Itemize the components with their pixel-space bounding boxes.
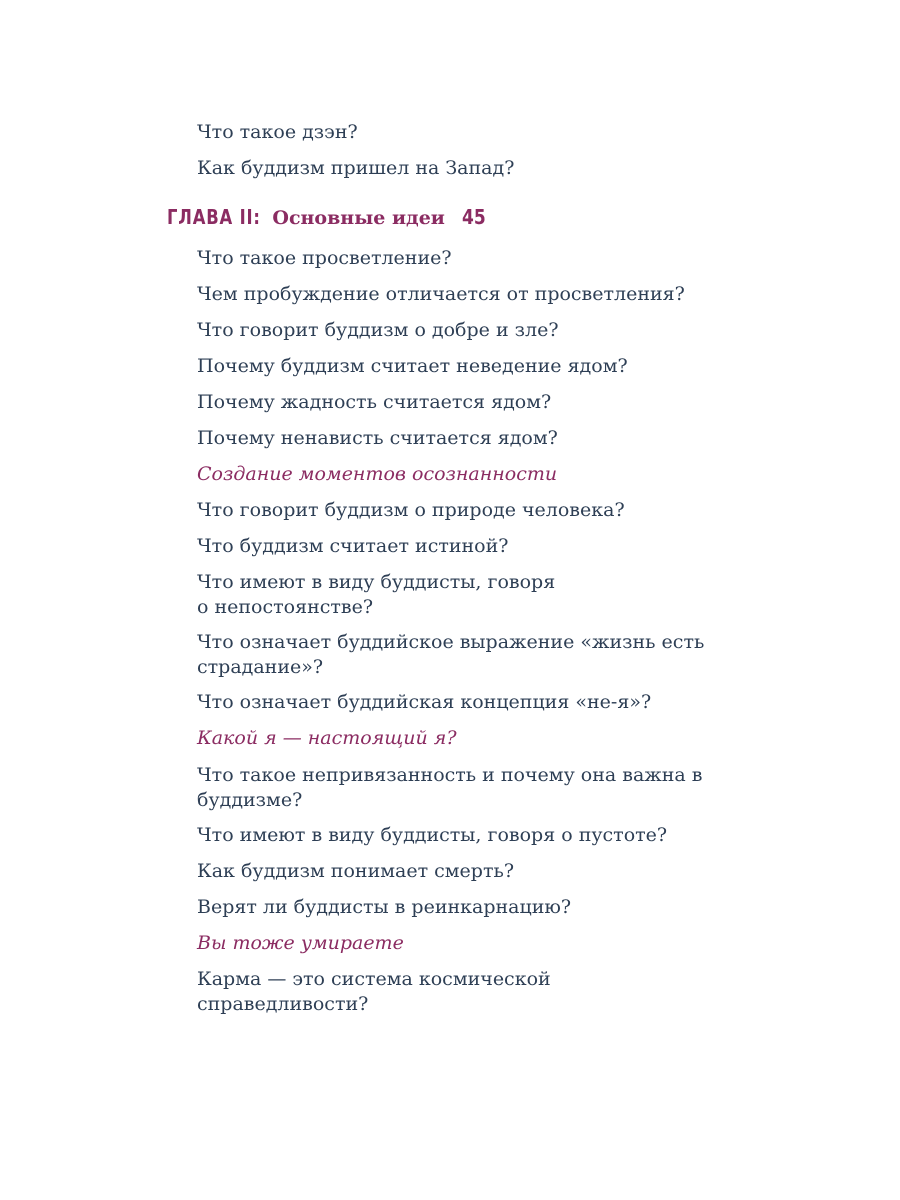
toc-entry: Что имеют в виду буддисты, говоря о пустоте? [197, 824, 668, 846]
toc-subsection: Создание моментов осознанности [197, 463, 558, 485]
toc-entry: Что говорит буддизм о природе человека? [197, 499, 625, 521]
toc-entry: Что такое просветление? [197, 247, 452, 269]
toc-entry: Что означает буддийская концепция «не-я»? [197, 691, 652, 713]
chapter-label: ГЛАВА II: [167, 205, 261, 229]
toc-entry: Что говорит буддизм о добре и зле? [197, 319, 559, 341]
toc-subsection: Вы тоже умираете [197, 932, 404, 954]
toc-entry: Карма — это система космической справедливости? [197, 968, 551, 1015]
toc-entry: Верят ли буддисты в реинкарнацию? [197, 896, 572, 918]
toc-entry: Почему буддизм считает неведение ядом? [197, 355, 628, 377]
toc-entry: Почему жадность считается ядом? [197, 391, 552, 413]
toc-entry: Как буддизм пришел на Запад? [197, 157, 515, 179]
chapter-heading [167, 204, 490, 231]
toc-subsection: Какой я — настоящий я? [197, 727, 457, 749]
toc-entry: Как буддизм понимает смерть? [197, 860, 515, 882]
toc-entry: Что такое дзэн? [197, 121, 358, 143]
toc-entry: Что буддизм считает истиной? [197, 535, 509, 557]
chapter-page-number: 45 [461, 205, 486, 229]
toc-entry: Что такое непривязанность и почему она важна в буддизме? [197, 764, 703, 811]
toc-entry: Что имеют в виду буддисты, говоря о непостоянстве? [197, 571, 556, 618]
toc-entry: Чем пробуждение отличается от просветления? [197, 283, 685, 305]
toc-entry: Почему ненависть считается ядом? [197, 427, 558, 449]
chapter-title: Основные идеи [272, 207, 445, 229]
toc-entry: Что означает буддийское выражение «жизнь есть страдание»? [197, 631, 705, 678]
